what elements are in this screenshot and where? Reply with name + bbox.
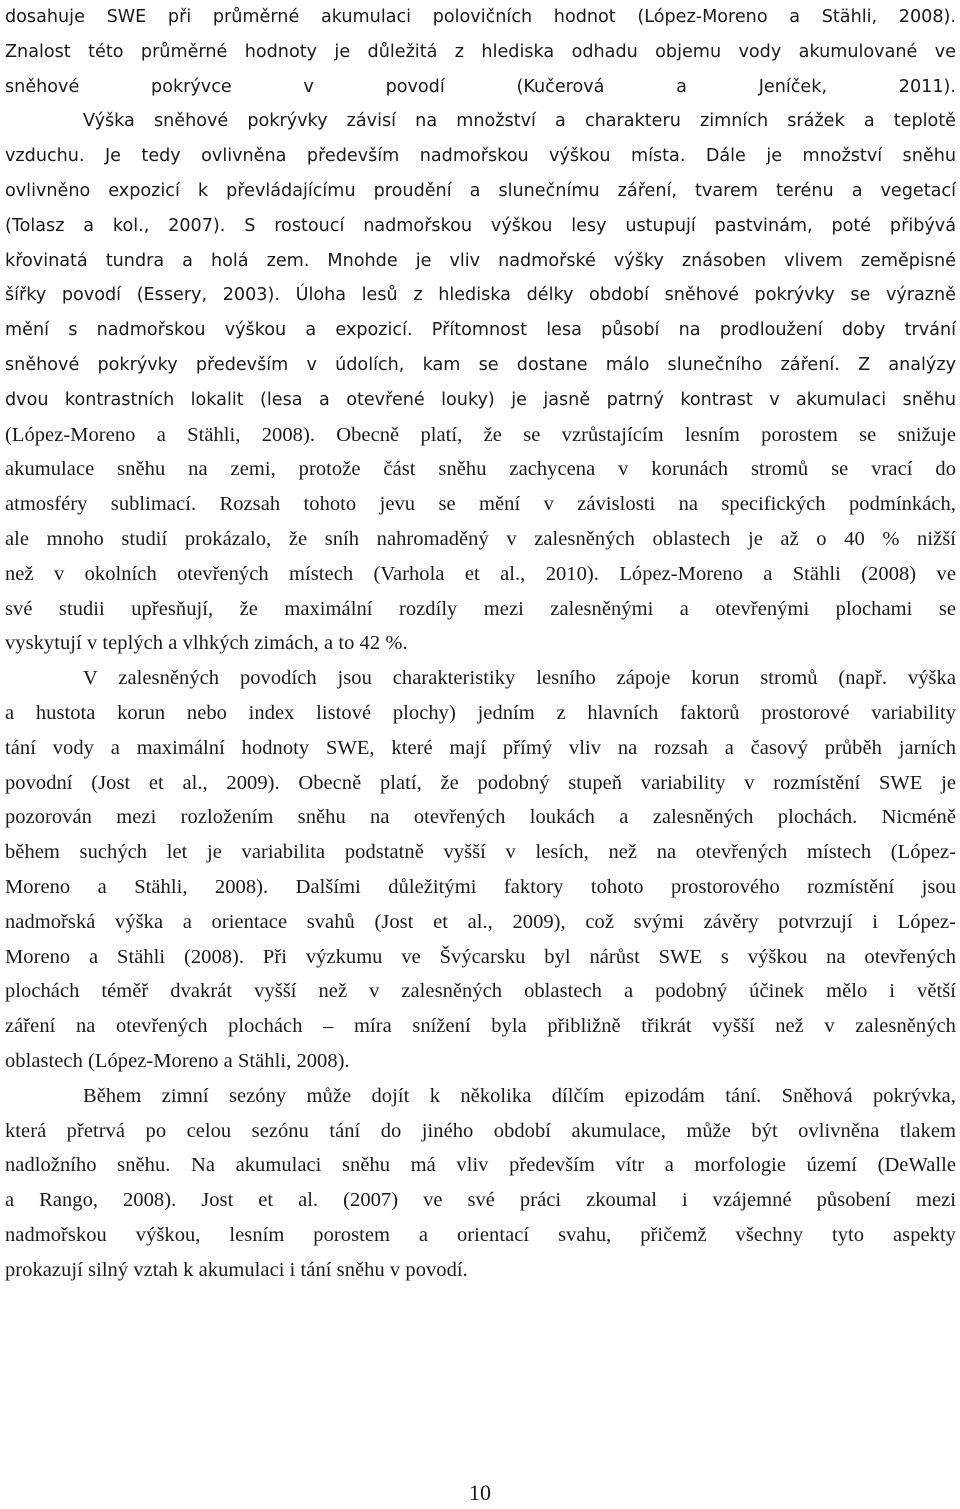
text-segment: Moreno a Stähli, 2008). Dalšími důležitými faktory tohoto prostorového rozmístění jsou xyxy=(5,875,956,898)
text-line xyxy=(5,487,956,522)
text-segment: ale mnoho studií prokázalo, že sníh nahromaděný v zalesněných oblastech je až o 40 % nižší xyxy=(5,527,956,550)
text-segment: (López-Moreno a Stähli, 2008). xyxy=(5,423,337,446)
text-line xyxy=(5,974,956,1009)
text-segment: V zalesněných povodích jsou charakteristiky lesního zápoje korun stromů (např. výška xyxy=(83,667,956,690)
text-segment: Obecně platí, že se vzrůstajícím lesním porostem se snižuje xyxy=(336,423,956,446)
text-line xyxy=(5,800,956,835)
text-segment: nadložního sněhu. Na akumulaci sněhu má vliv především vítr a morfologie území (DeWalle xyxy=(5,1154,956,1177)
text-line xyxy=(5,278,956,313)
text-line xyxy=(5,1253,956,1288)
text-segment: vzduchu. Je tedy ovlivněna především nadmořskou výškou místa. Dále je množství sněhu xyxy=(5,146,956,167)
document-body xyxy=(5,0,956,1287)
text-line xyxy=(5,1148,956,1183)
text-line xyxy=(5,661,956,696)
text-line xyxy=(5,766,956,801)
text-segment: atmosféry sublimací. Rozsah tohoto jevu se mění v závislosti na specifických podmínkách, xyxy=(5,493,956,516)
text-line xyxy=(5,696,956,731)
text-line xyxy=(5,348,956,383)
text-segment: sněhové pokrývce v povodí (Kučerová a Jeníček, 2011). xyxy=(5,76,956,97)
text-line xyxy=(5,522,956,557)
text-line xyxy=(5,731,956,766)
text-segment: dvou kontrastních lokalit (lesa a otevřené louky) je jasně patrný kontrast v akumulaci sněhu xyxy=(5,389,956,410)
text-segment: mění s nadmořskou výškou a expozicí. Přítomnost lesa působí na prodloužení doby trvání xyxy=(5,320,956,341)
text-segment: sněhové pokrývky především v údolích, kam se dostane málo slunečního záření. Z analýzy xyxy=(5,354,956,375)
text-line xyxy=(5,1218,956,1253)
paragraph xyxy=(5,1079,956,1288)
text-segment: Moreno a Stähli (2008). Při výzkumu ve Švýcarsku byl nárůst SWE s výškou na otevřených xyxy=(5,945,956,968)
paragraph xyxy=(5,661,956,1079)
text-line xyxy=(5,1183,956,1218)
text-segment: vyskytují v teplých a vlhkých zimách, a to 42 %. xyxy=(5,632,408,655)
text-segment: šířky povodí (Essery, 2003). Úloha lesů z hlediska délky období sněhové pokrývky se výrazně xyxy=(5,285,956,306)
text-line xyxy=(5,905,956,940)
text-line xyxy=(5,383,956,418)
text-line xyxy=(5,835,956,870)
text-segment: prokazují silný vztah k akumulaci i tání sněhu v povodí. xyxy=(5,1258,468,1281)
text-segment: povodní (Jost et al., 2009). Obecně platí, že podobný stupeň variability v rozmístění SWE je xyxy=(5,771,956,794)
text-line xyxy=(5,1114,956,1149)
text-segment: než v okolních otevřených místech (Varhola et al., 2010). López-Moreno a Stähli (2008) ve xyxy=(5,562,956,585)
text-segment: Znalost této průměrné hodnoty je důležitá z hlediska odhadu objemu vody akumulované ve xyxy=(5,41,956,62)
text-segment: akumulace sněhu na zemi, protože část sněhu zachycena v korunách stromů se vrací do xyxy=(5,458,956,481)
text-line xyxy=(5,940,956,975)
text-segment: pozorován mezi rozložením sněhu na otevřených loukách a zalesněných plochách. Nicméně xyxy=(5,806,956,829)
text-segment: (Tolasz a kol., 2007). S rostoucí nadmořskou výškou lesy ustupují pastvinám, poté přibývá xyxy=(5,215,956,236)
text-line xyxy=(5,104,956,139)
text-line xyxy=(5,35,956,70)
text-segment: Výška sněhové pokrývky závisí na množství a charakteru zimních srážek a teplotě xyxy=(83,111,956,132)
text-segment: a hustota korun nebo index listové plochy) jedním z hlavních faktorů prostorové variability xyxy=(5,701,956,724)
page-number: 10 xyxy=(469,1480,491,1505)
text-line xyxy=(5,418,956,453)
text-line xyxy=(5,244,956,279)
text-segment: plochách téměř dvakrát vyšší než v zalesněných oblastech a podobný účinek mělo i větší xyxy=(5,980,956,1003)
text-line xyxy=(5,592,956,627)
text-segment: nadmořskou výškou, lesním porostem a orientací svahu, přičemž všechny tyto aspekty xyxy=(5,1223,956,1246)
text-line xyxy=(5,626,956,661)
text-segment: která přetrvá po celou sezónu tání do jiného období akumulace, může být ovlivněna tlakem xyxy=(5,1119,956,1142)
text-segment: během suchých let je variabilita podstatně vyšší v lesích, než na otevřených místech (López- xyxy=(5,841,956,864)
text-line xyxy=(5,1079,956,1114)
paragraph xyxy=(5,0,956,661)
text-segment: ovlivněno expozicí k převládajícímu proudění a slunečnímu záření, tvarem terénu a vegetací xyxy=(5,180,956,201)
text-line xyxy=(5,313,956,348)
text-segment: své studii upřesňují, že maximální rozdíly mezi zalesněnými a otevřenými plochami se xyxy=(5,597,956,620)
text-line xyxy=(5,70,956,105)
text-segment: Během zimní sezóny může dojít k několika dílčím epizodám tání. Sněhová pokrývka, xyxy=(83,1084,956,1107)
text-line xyxy=(5,0,956,35)
text-segment: oblastech (López-Moreno a Stähli, 2008). xyxy=(5,1049,350,1072)
text-line xyxy=(5,870,956,905)
text-segment: křovinatá tundra a holá zem. Mnohde je vliv nadmořské výšky znásoben vlivem zeměpisné xyxy=(5,250,956,271)
text-line xyxy=(5,174,956,209)
text-line xyxy=(5,1044,956,1079)
text-segment: nadmořská výška a orientace svahů (Jost et al., 2009), což svými závěry potvrzují i López- xyxy=(5,910,956,933)
text-line xyxy=(5,452,956,487)
text-segment: záření na otevřených plochách – míra snížení byla přibližně třikrát vyšší než v zalesněných xyxy=(5,1015,956,1038)
text-segment: tání vody a maximální hodnoty SWE, které mají přímý vliv na rozsah a časový průběh jarních xyxy=(5,736,956,759)
text-segment: dosahuje SWE při průměrné akumulaci polovičních hodnot (López-Moreno a Stähli, 2008). xyxy=(5,7,956,27)
text-line xyxy=(5,139,956,174)
text-line xyxy=(5,209,956,244)
text-segment: a Rango, 2008). Jost et al. (2007) ve své práci zkoumal i vzájemné působení mezi xyxy=(5,1189,956,1212)
text-line xyxy=(5,557,956,592)
text-line xyxy=(5,1009,956,1044)
